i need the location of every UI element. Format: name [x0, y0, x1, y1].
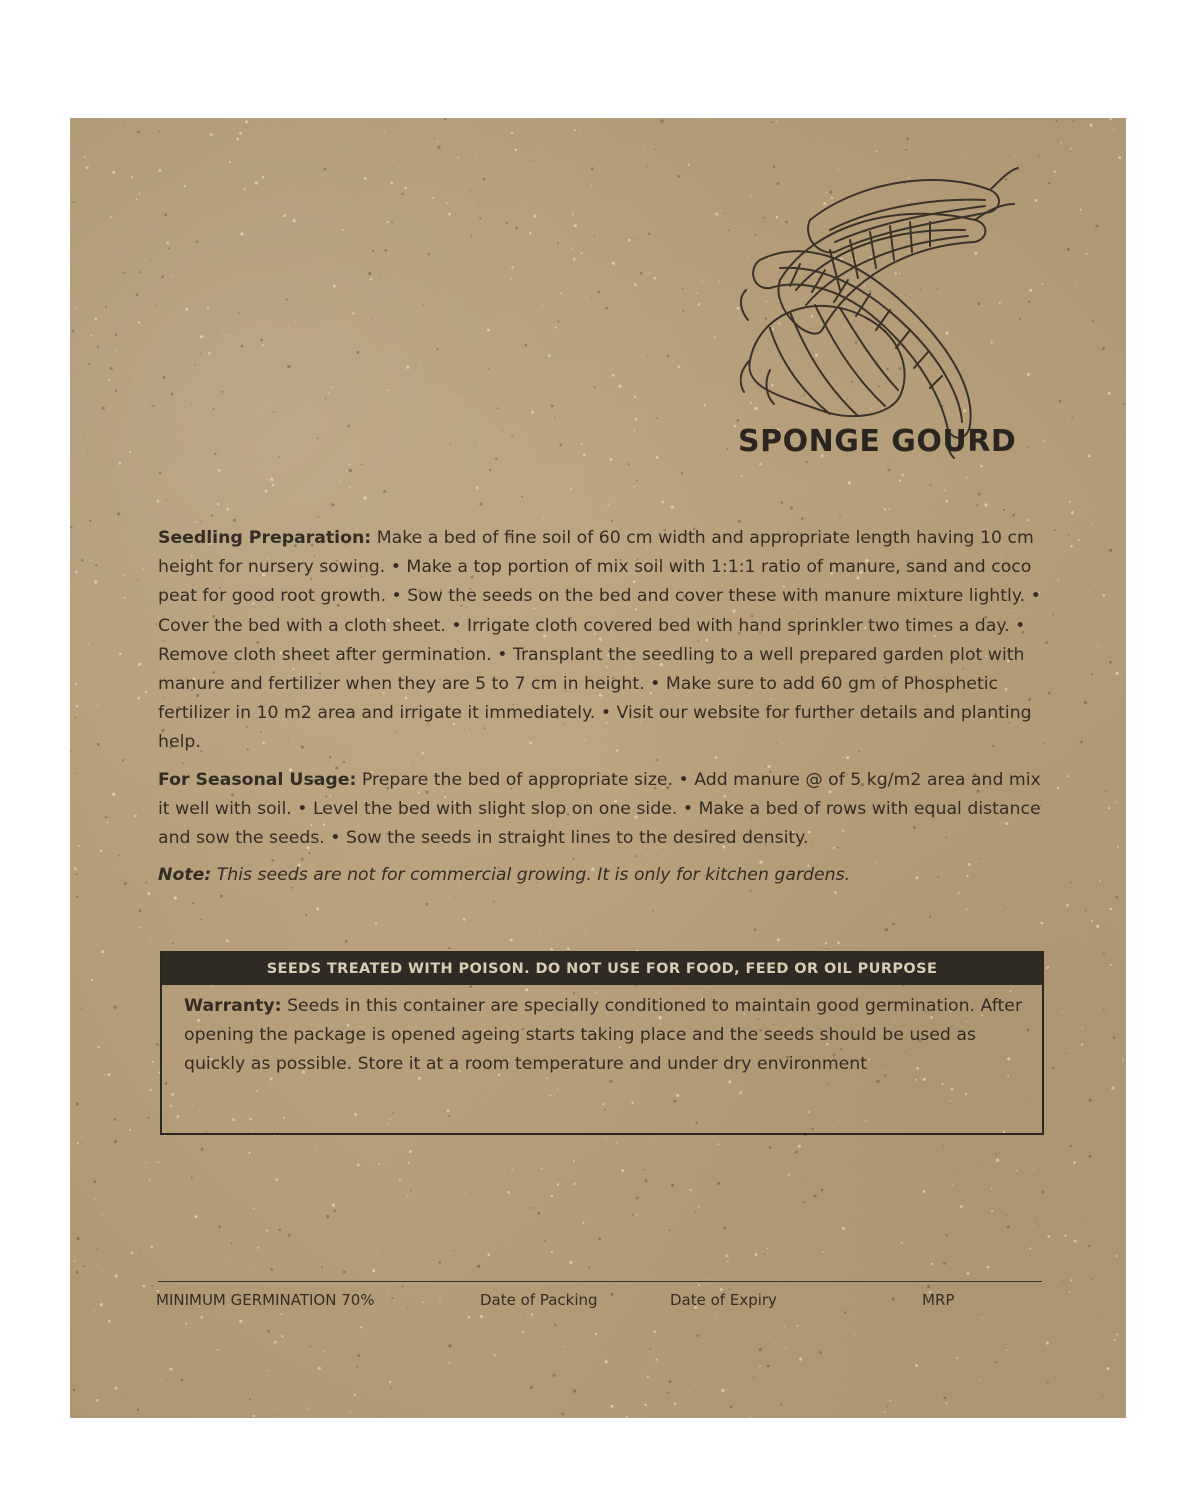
note-heading: Note:	[158, 865, 212, 886]
mrp-label: MRP	[922, 1291, 955, 1309]
seedling-text: Make a bed of fine soil of 60 cm width and appropriate length having 10 cm height for nursery sowing. • Make a top portion of mix soil with 1:1:1 ratio of manure, sand and coco peat for good root growth. • Sow the seeds on the bed and cover these with manure mixture lightly. • Cover the bed with a cloth sheet. • Irrigate cloth covered bed with hand sprinkler two times a day. • Remove cloth sheet after germination. • Transplant the seedling to a well prepared garden plot with manure and fertilizer when they are 5 to 7 cm in height. • Make sure to add 60 gm of Phosphetic fertilizer in 10 m2 area and irrigate it immediately. • Visit our website for further details and planting help.	[158, 528, 1041, 753]
seasonal-heading: For Seasonal Usage:	[158, 769, 357, 790]
seasonal-text: Prepare the bed of appropriate size. • Add manure @ of 5 kg/m2 area and mix it well with soil. • Level the bed with slight slop on one side. • Make a bed of rows with equal distance and sow the seeds. • Sow the seeds in straight lines to the desired density.	[158, 769, 1041, 849]
warranty-heading: Warranty:	[184, 996, 282, 1016]
seed-packet	[70, 118, 1126, 1418]
poison-warning-banner: SEEDS TREATED WITH POISON. DO NOT USE FOR FOOD, FEED OR OIL PURPOSE	[162, 953, 1042, 985]
warranty-text: Seeds in this container are specially conditioned to maintain good germination. After opening the package is opened ageing starts taking place and the seeds should be used as quickly as possible. Store it at a room temperature and under dry environment	[184, 996, 1023, 1075]
seasonal-section	[158, 766, 1048, 854]
warranty-box	[160, 951, 1044, 1135]
note-section	[158, 861, 1048, 890]
footer-divider	[158, 1281, 1042, 1282]
warranty-text-block	[162, 985, 1042, 1080]
seedling-heading: Seedling Preparation:	[158, 528, 372, 548]
note-text: This seeds are not for commercial growing. It is only for kitchen gardens.	[216, 865, 851, 886]
sponge-gourd-illustration	[740, 160, 1030, 460]
instructions	[158, 524, 1048, 890]
date-of-expiry-label: Date of Expiry	[670, 1291, 777, 1309]
minimum-germination: MINIMUM GERMINATION 70%	[156, 1291, 375, 1309]
date-of-packing-label: Date of Packing	[480, 1291, 598, 1309]
product-title: SPONGE GOURD	[738, 424, 1017, 459]
seedling-section	[158, 524, 1048, 758]
